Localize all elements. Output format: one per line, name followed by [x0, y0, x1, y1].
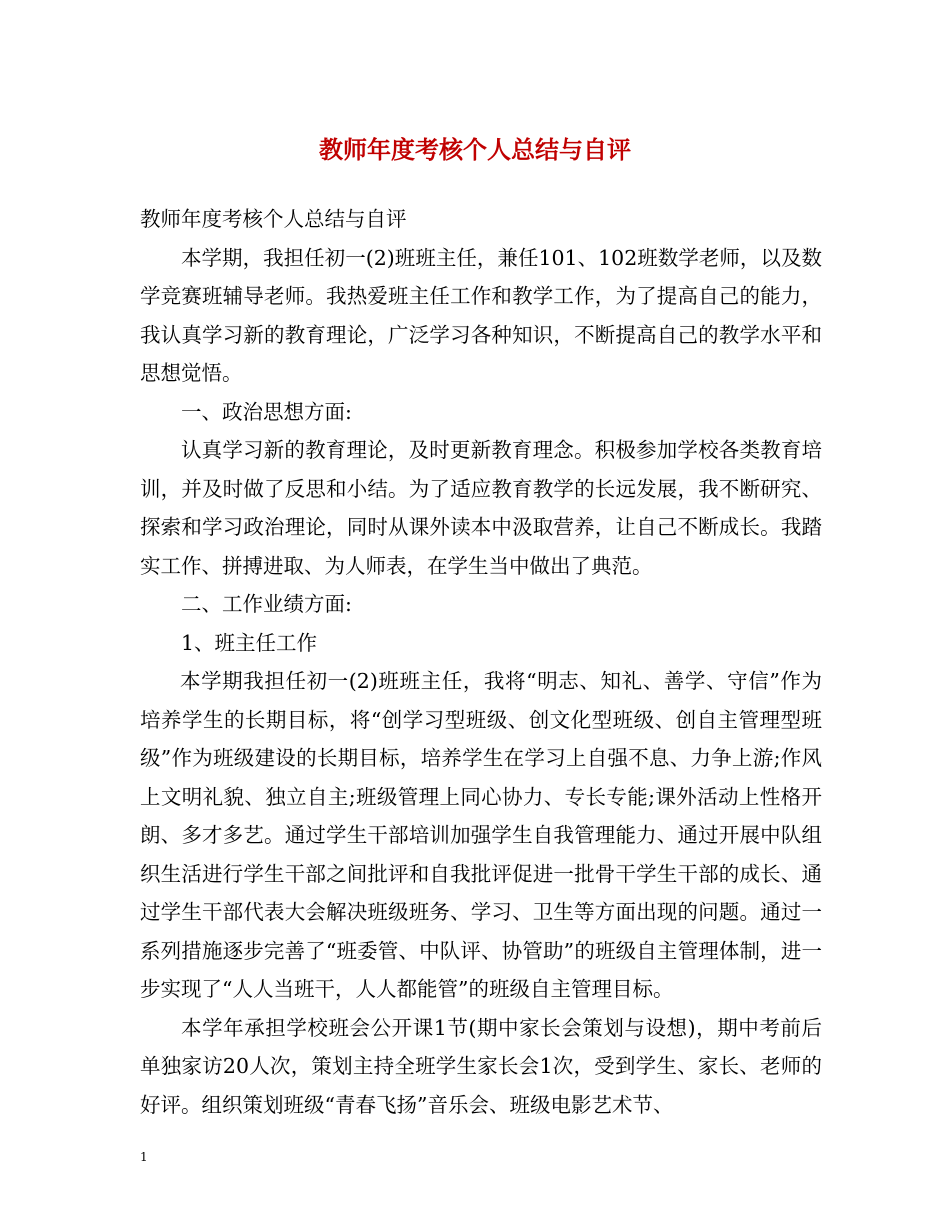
section-heading-politics: 一、政治思想方面:: [181, 399, 352, 424]
open-class-paragraph: 本学年承担学校班会公开课1节(期中家长会策划与设想)，期中考前后单独家访20人次，策划主持全班学生家长会1次，受到学生、家长、老师的好评。组织策划班级“青春飞扬”音乐会、班级电影艺术节、: [140, 1015, 822, 1117]
document-body: [140, 200, 822, 1124]
subsection-heading-class-teacher: 1、班主任工作: [181, 630, 318, 655]
document-title: 教师年度考核个人总结与自评: [319, 135, 631, 164]
section-heading-work: 二、工作业绩方面:: [181, 592, 352, 616]
politics-paragraph: 认真学习新的教育理论，及时更新教育理念。积极参加学校各类教育培训，并及时做了反思和小结。为了适应教育教学的长远发展，我不断研究、探索和学习政治理论，同时从课外读本中汲取营养，让自己不断成长。我踏实工作、拼搏进取、为人师表，在学生当中做出了典范。: [140, 438, 822, 578]
page-number: 1: [140, 1150, 148, 1164]
class-teacher-paragraph: 本学期我担任初一(2)班班主任，我将“明志、知礼、善学、守信”作为培养学生的长期目标，将“创学习型班级、创文化型班级、创自主管理型班级”作为班级建设的长期目标，培养学生在学习上自强不息、力争上游;作风上文明礼貌、独立自主;班级管理上同心协力、专长专能;课外活动上性格开朗、多才多艺。通过学生干部培训加强学生自我管理能力、通过开展中队组织生活进行学生干部之间批评和自我批评促进一批骨干学生干部的成长、通过学生干部代表大会解决班级班务、学习、卫生等方面出现的问题。通过一系列措施逐步完善了“班委管、中队评、协管助”的班级自主管理体制，进一步实现了“人人当班干，人人都能管”的班级自主管理目标。: [140, 669, 822, 1001]
intro-paragraph: 本学期，我担任初一(2)班班主任，兼任101、102班数学老师，以及数学竞赛班辅导老师。我热爱班主任工作和教学工作，为了提高自己的能力，我认真学习新的教育理论，广泛学习各种知识，不断提高自己的教学水平和思想觉悟。: [140, 245, 822, 385]
subtitle-paragraph: 教师年度考核个人总结与自评: [140, 207, 407, 231]
